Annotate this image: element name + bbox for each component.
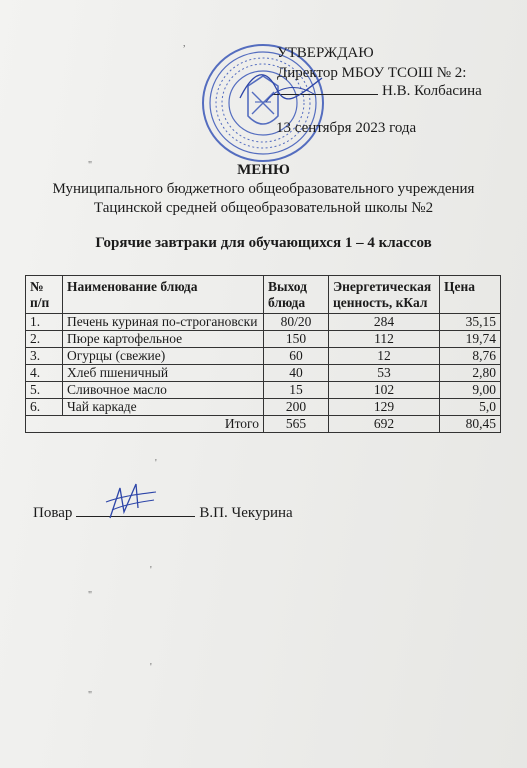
organization-line-1: Муниципального бюджетного общеобразовательного учреждения	[52, 181, 475, 197]
cell-num: 1.	[26, 314, 63, 331]
cell-price: 5,0	[440, 399, 501, 416]
total-output: 565	[264, 416, 329, 433]
cell-name: Пюре картофельное	[63, 331, 264, 348]
cell-price: 9,00	[440, 382, 501, 399]
cell-energy: 12	[329, 348, 440, 365]
cell-output: 80/20	[264, 314, 329, 331]
organization-line-2: Тацинской средней общеобразовательной школы №2	[93, 200, 434, 216]
header-num: № п/п	[26, 276, 63, 314]
cell-output: 150	[264, 331, 329, 348]
director-signature	[236, 58, 326, 108]
cell-energy: 102	[329, 382, 440, 399]
cell-energy: 129	[329, 399, 440, 416]
table-row	[26, 348, 501, 365]
scan-mark: ,	[183, 38, 186, 49]
approval-signer: Н.В. Колбасина	[382, 83, 482, 99]
approval-heading: УТВЕРЖДАЮ	[277, 45, 374, 61]
scan-mark: "	[88, 590, 93, 601]
table-total-row	[26, 416, 501, 433]
table-row	[26, 331, 501, 348]
cell-name: Чай каркаде	[63, 399, 264, 416]
cell-num: 2.	[26, 331, 63, 348]
total-energy: 692	[329, 416, 440, 433]
cell-energy: 284	[329, 314, 440, 331]
cell-num: 6.	[26, 399, 63, 416]
cell-name: Печень куриная по-строгановски	[63, 314, 264, 331]
cell-name: Огурцы (свежие)	[63, 348, 264, 365]
cell-energy: 112	[329, 331, 440, 348]
total-label: Итого	[26, 416, 264, 433]
table-row	[26, 365, 501, 382]
scan-mark: '	[150, 565, 152, 576]
cell-price: 8,76	[440, 348, 501, 365]
header-price: Цена	[440, 276, 501, 314]
cell-energy: 53	[329, 365, 440, 382]
header-name: Наименование блюда	[63, 276, 264, 314]
cell-output: 40	[264, 365, 329, 382]
cell-price: 2,80	[440, 365, 501, 382]
cook-name: В.П. Чекурина	[199, 505, 293, 521]
table-row	[26, 314, 501, 331]
table-header-row	[26, 276, 501, 314]
cook-label: Повар	[33, 505, 73, 521]
cell-output: 200	[264, 399, 329, 416]
approval-date: 13 сентября 2023 года	[276, 120, 417, 136]
cook-signature	[102, 478, 160, 526]
scan-mark: '	[150, 662, 152, 673]
cell-name: Сливочное масло	[63, 382, 264, 399]
approval-role: Директор МБОУ ТСОШ № 2:	[277, 65, 467, 81]
cell-output: 60	[264, 348, 329, 365]
scan-mark: '	[155, 458, 157, 469]
cell-num: 5.	[26, 382, 63, 399]
cell-num: 3.	[26, 348, 63, 365]
table-row	[26, 399, 501, 416]
header-energy: Энергетическая ценность, кКал	[329, 276, 440, 314]
organization-name	[0, 180, 527, 218]
cell-output: 15	[264, 382, 329, 399]
cell-price: 35,15	[440, 314, 501, 331]
cook-signature-line	[33, 505, 293, 522]
menu-subtitle: Горячие завтраки для обучающихся 1 – 4 классов	[95, 235, 432, 251]
menu-table	[25, 275, 501, 433]
document-title: МЕНЮ	[237, 162, 290, 178]
cell-num: 4.	[26, 365, 63, 382]
header-output: Выход блюда	[264, 276, 329, 314]
cell-name: Хлеб пшеничный	[63, 365, 264, 382]
scan-mark: "	[88, 160, 93, 171]
total-price: 80,45	[440, 416, 501, 433]
cell-price: 19,74	[440, 331, 501, 348]
table-row	[26, 382, 501, 399]
scan-mark: "	[88, 690, 93, 701]
